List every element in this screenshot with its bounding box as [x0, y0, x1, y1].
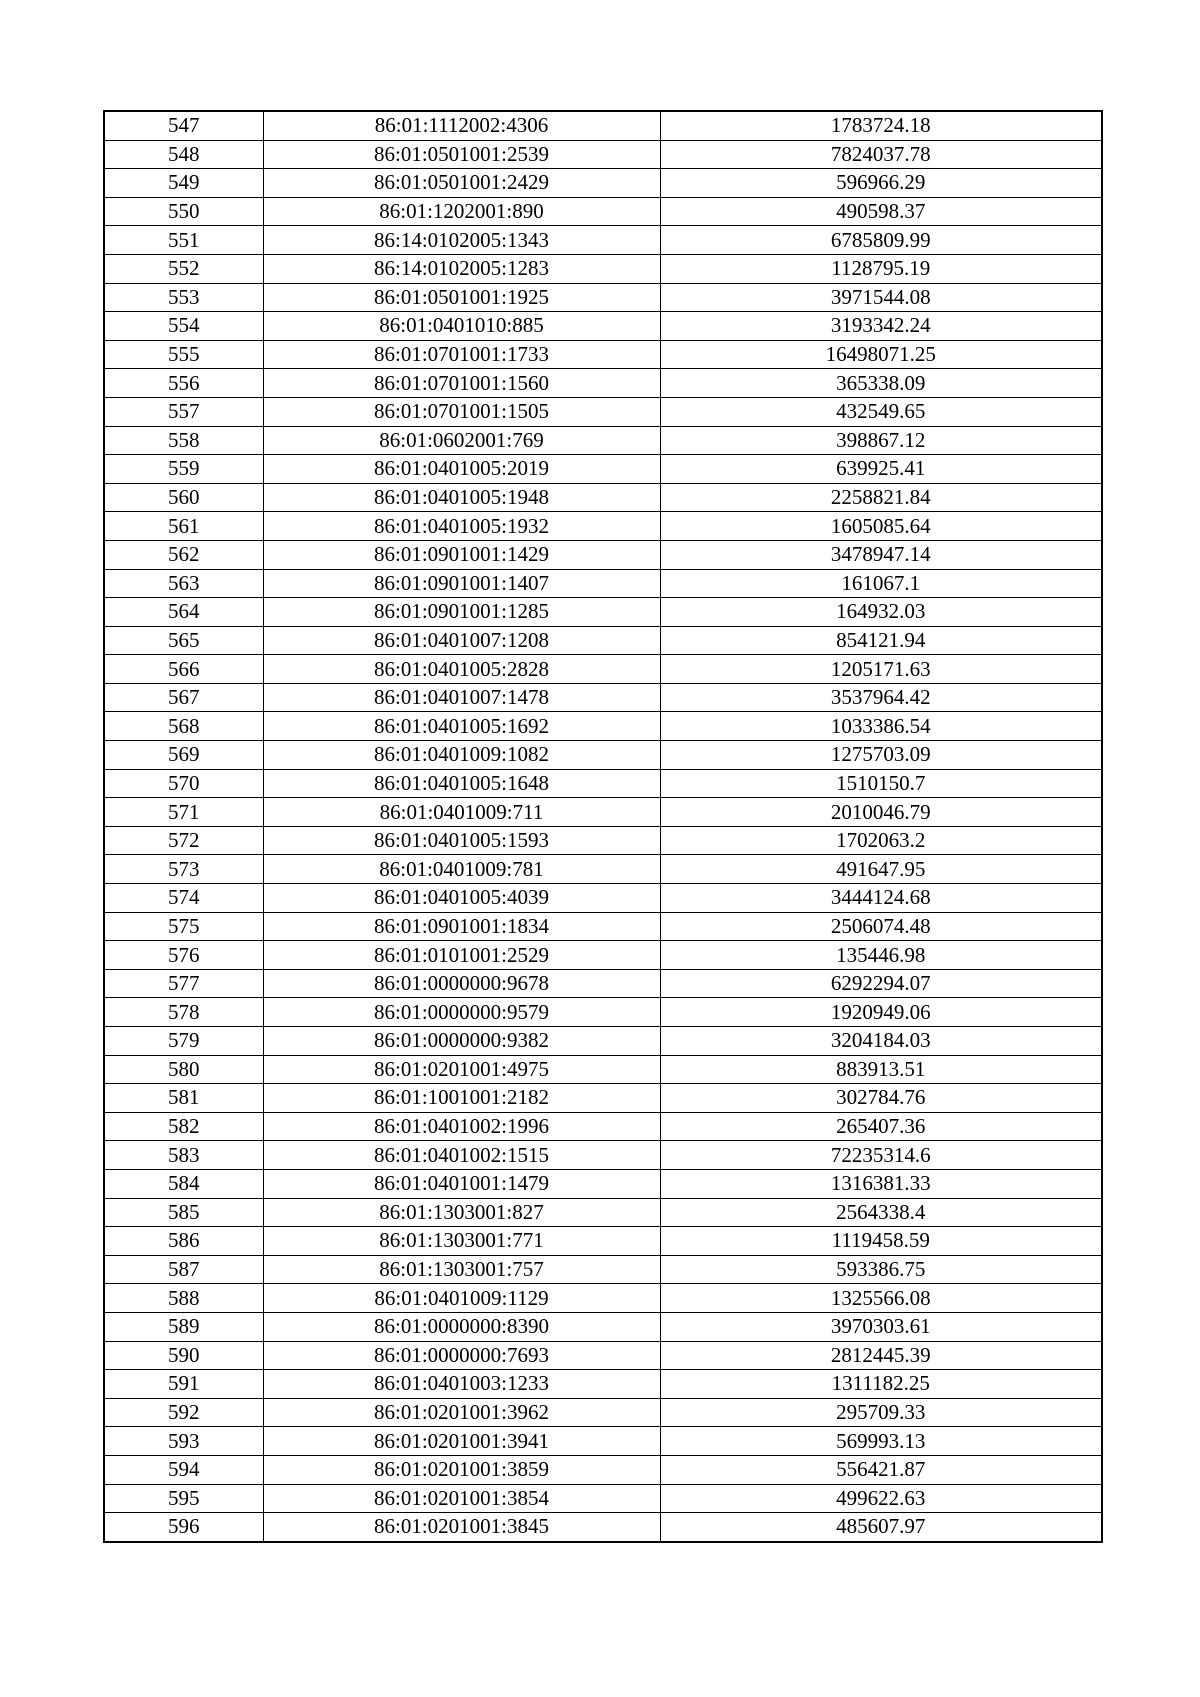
value-cell: 7824037.78	[660, 140, 1102, 169]
cadastral-number-cell: 86:01:1001001:2182	[263, 1084, 660, 1113]
cadastral-number-cell: 86:01:0501001:2539	[263, 140, 660, 169]
table-row	[104, 626, 1102, 655]
value-cell: 1275703.09	[660, 741, 1102, 770]
value-cell: 135446.98	[660, 941, 1102, 970]
row-number-cell: 581	[104, 1084, 263, 1113]
cadastral-number-cell: 86:01:0602001:769	[263, 426, 660, 455]
row-number-cell: 550	[104, 197, 263, 226]
row-number-cell: 557	[104, 397, 263, 426]
row-number-cell: 567	[104, 683, 263, 712]
table-row	[104, 655, 1102, 684]
table-row	[104, 369, 1102, 398]
table-row	[104, 912, 1102, 941]
row-number-cell: 577	[104, 969, 263, 998]
row-number-cell: 560	[104, 483, 263, 512]
cadastral-number-cell: 86:01:0401005:1593	[263, 826, 660, 855]
value-cell: 1311182.25	[660, 1370, 1102, 1399]
value-cell: 365338.09	[660, 369, 1102, 398]
row-number-cell: 570	[104, 769, 263, 798]
row-number-cell: 571	[104, 798, 263, 827]
value-cell: 3537964.42	[660, 683, 1102, 712]
value-cell: 3193342.24	[660, 312, 1102, 341]
row-number-cell: 572	[104, 826, 263, 855]
table-row	[104, 283, 1102, 312]
cadastral-number-cell: 86:01:0901001:1285	[263, 598, 660, 627]
row-number-cell: 564	[104, 598, 263, 627]
cadastral-number-cell: 86:01:0201001:3962	[263, 1398, 660, 1427]
table-row	[104, 1169, 1102, 1198]
row-number-cell: 566	[104, 655, 263, 684]
value-cell: 1702063.2	[660, 826, 1102, 855]
table-row	[104, 969, 1102, 998]
value-cell: 1033386.54	[660, 712, 1102, 741]
table-row	[104, 998, 1102, 1027]
table-body	[104, 111, 1102, 1542]
value-cell: 2258821.84	[660, 483, 1102, 512]
table-row	[104, 1513, 1102, 1542]
cadastral-number-cell: 86:01:0401009:1082	[263, 741, 660, 770]
row-number-cell: 593	[104, 1427, 263, 1456]
row-number-cell: 548	[104, 140, 263, 169]
cadastral-number-cell: 86:01:0101001:2529	[263, 941, 660, 970]
cadastral-number-cell: 86:01:1202001:890	[263, 197, 660, 226]
row-number-cell: 573	[104, 855, 263, 884]
row-number-cell: 569	[104, 741, 263, 770]
value-cell: 485607.97	[660, 1513, 1102, 1542]
row-number-cell: 580	[104, 1055, 263, 1084]
value-cell: 164932.03	[660, 598, 1102, 627]
cadastral-number-cell: 86:01:1303001:771	[263, 1227, 660, 1256]
row-number-cell: 554	[104, 312, 263, 341]
table-row	[104, 483, 1102, 512]
cadastral-number-cell: 86:01:0401009:711	[263, 798, 660, 827]
row-number-cell: 574	[104, 884, 263, 913]
value-cell: 161067.1	[660, 569, 1102, 598]
cadastral-number-cell: 86:01:0401007:1478	[263, 683, 660, 712]
cadastral-number-cell: 86:01:0401001:1479	[263, 1169, 660, 1198]
table-row	[104, 312, 1102, 341]
cadastral-number-cell: 86:01:1303001:757	[263, 1255, 660, 1284]
value-cell: 295709.33	[660, 1398, 1102, 1427]
row-number-cell: 565	[104, 626, 263, 655]
table-row	[104, 169, 1102, 198]
data-table	[103, 110, 1103, 1543]
value-cell: 3444124.68	[660, 884, 1102, 913]
table-row	[104, 1455, 1102, 1484]
table-row	[104, 1198, 1102, 1227]
row-number-cell: 584	[104, 1169, 263, 1198]
row-number-cell: 579	[104, 1027, 263, 1056]
table-row	[104, 340, 1102, 369]
table-row	[104, 512, 1102, 541]
cadastral-number-cell: 86:01:0401005:1948	[263, 483, 660, 512]
cadastral-number-cell: 86:01:0701001:1505	[263, 397, 660, 426]
table-row	[104, 1255, 1102, 1284]
table-row	[104, 712, 1102, 741]
table-row	[104, 1427, 1102, 1456]
cadastral-number-cell: 86:01:1303001:827	[263, 1198, 660, 1227]
row-number-cell: 582	[104, 1112, 263, 1141]
row-number-cell: 587	[104, 1255, 263, 1284]
value-cell: 593386.75	[660, 1255, 1102, 1284]
row-number-cell: 596	[104, 1513, 263, 1542]
value-cell: 1128795.19	[660, 254, 1102, 283]
table-row	[104, 798, 1102, 827]
table-row	[104, 111, 1102, 140]
value-cell: 3478947.14	[660, 540, 1102, 569]
cadastral-number-cell: 86:01:0000000:9579	[263, 998, 660, 1027]
row-number-cell: 591	[104, 1370, 263, 1399]
value-cell: 16498071.25	[660, 340, 1102, 369]
cadastral-number-cell: 86:01:0201001:3854	[263, 1484, 660, 1513]
cadastral-number-cell: 86:01:1112002:4306	[263, 111, 660, 140]
value-cell: 491647.95	[660, 855, 1102, 884]
row-number-cell: 594	[104, 1455, 263, 1484]
table-row	[104, 826, 1102, 855]
cadastral-number-cell: 86:14:0102005:1283	[263, 254, 660, 283]
value-cell: 490598.37	[660, 197, 1102, 226]
table-row	[104, 1112, 1102, 1141]
row-number-cell: 585	[104, 1198, 263, 1227]
row-number-cell: 558	[104, 426, 263, 455]
table-row	[104, 1141, 1102, 1170]
value-cell: 6292294.07	[660, 969, 1102, 998]
table-row	[104, 1370, 1102, 1399]
value-cell: 432549.65	[660, 397, 1102, 426]
value-cell: 569993.13	[660, 1427, 1102, 1456]
table-row	[104, 540, 1102, 569]
cadastral-number-cell: 86:01:0401005:1932	[263, 512, 660, 541]
table-row	[104, 426, 1102, 455]
table-row	[104, 884, 1102, 913]
value-cell: 265407.36	[660, 1112, 1102, 1141]
row-number-cell: 555	[104, 340, 263, 369]
cadastral-number-cell: 86:01:0401005:1648	[263, 769, 660, 798]
cadastral-number-cell: 86:01:0401005:2828	[263, 655, 660, 684]
cadastral-number-cell: 86:01:0401009:781	[263, 855, 660, 884]
cadastral-number-cell: 86:01:0401007:1208	[263, 626, 660, 655]
value-cell: 639925.41	[660, 455, 1102, 484]
table-row	[104, 1284, 1102, 1313]
cadastral-number-cell: 86:01:0701001:1733	[263, 340, 660, 369]
value-cell: 1119458.59	[660, 1227, 1102, 1256]
row-number-cell: 556	[104, 369, 263, 398]
table-row	[104, 683, 1102, 712]
value-cell: 2506074.48	[660, 912, 1102, 941]
value-cell: 1205171.63	[660, 655, 1102, 684]
cadastral-number-cell: 86:01:0901001:1429	[263, 540, 660, 569]
value-cell: 854121.94	[660, 626, 1102, 655]
table-row	[104, 254, 1102, 283]
value-cell: 1316381.33	[660, 1169, 1102, 1198]
table-row	[104, 1484, 1102, 1513]
cadastral-number-cell: 86:01:0000000:7693	[263, 1341, 660, 1370]
value-cell: 596966.29	[660, 169, 1102, 198]
row-number-cell: 595	[104, 1484, 263, 1513]
value-cell: 556421.87	[660, 1455, 1102, 1484]
table-row	[104, 1398, 1102, 1427]
cadastral-number-cell: 86:01:0501001:2429	[263, 169, 660, 198]
cadastral-number-cell: 86:01:0901001:1834	[263, 912, 660, 941]
table-row	[104, 1084, 1102, 1113]
cadastral-number-cell: 86:01:0201001:3859	[263, 1455, 660, 1484]
row-number-cell: 583	[104, 1141, 263, 1170]
row-number-cell: 562	[104, 540, 263, 569]
table-row	[104, 1227, 1102, 1256]
cadastral-number-cell: 86:01:0401010:885	[263, 312, 660, 341]
table-row	[104, 1027, 1102, 1056]
row-number-cell: 547	[104, 111, 263, 140]
value-cell: 499622.63	[660, 1484, 1102, 1513]
table-row	[104, 1341, 1102, 1370]
value-cell: 72235314.6	[660, 1141, 1102, 1170]
value-cell: 1510150.7	[660, 769, 1102, 798]
table-row	[104, 226, 1102, 255]
row-number-cell: 586	[104, 1227, 263, 1256]
cadastral-number-cell: 86:01:0000000:8390	[263, 1312, 660, 1341]
table-row	[104, 569, 1102, 598]
value-cell: 398867.12	[660, 426, 1102, 455]
table-row	[104, 598, 1102, 627]
table-row	[104, 941, 1102, 970]
cadastral-number-cell: 86:01:0501001:1925	[263, 283, 660, 312]
row-number-cell: 552	[104, 254, 263, 283]
row-number-cell: 590	[104, 1341, 263, 1370]
value-cell: 6785809.99	[660, 226, 1102, 255]
value-cell: 1920949.06	[660, 998, 1102, 1027]
value-cell: 3971544.08	[660, 283, 1102, 312]
cadastral-number-cell: 86:01:0901001:1407	[263, 569, 660, 598]
cadastral-number-cell: 86:01:0201001:3845	[263, 1513, 660, 1542]
row-number-cell: 589	[104, 1312, 263, 1341]
cadastral-number-cell: 86:01:0401009:1129	[263, 1284, 660, 1313]
value-cell: 1325566.08	[660, 1284, 1102, 1313]
cadastral-number-cell: 86:01:0701001:1560	[263, 369, 660, 398]
row-number-cell: 568	[104, 712, 263, 741]
cadastral-number-cell: 86:01:0401002:1996	[263, 1112, 660, 1141]
cadastral-number-cell: 86:14:0102005:1343	[263, 226, 660, 255]
row-number-cell: 578	[104, 998, 263, 1027]
cadastral-number-cell: 86:01:0401002:1515	[263, 1141, 660, 1170]
table-row	[104, 140, 1102, 169]
value-cell: 3970303.61	[660, 1312, 1102, 1341]
row-number-cell: 592	[104, 1398, 263, 1427]
row-number-cell: 588	[104, 1284, 263, 1313]
cadastral-number-cell: 86:01:0401005:4039	[263, 884, 660, 913]
table-row	[104, 1055, 1102, 1084]
value-cell: 2010046.79	[660, 798, 1102, 827]
row-number-cell: 551	[104, 226, 263, 255]
row-number-cell: 576	[104, 941, 263, 970]
value-cell: 1605085.64	[660, 512, 1102, 541]
row-number-cell: 563	[104, 569, 263, 598]
cadastral-number-cell: 86:01:0000000:9678	[263, 969, 660, 998]
cadastral-number-cell: 86:01:0401005:2019	[263, 455, 660, 484]
cadastral-number-cell: 86:01:0401003:1233	[263, 1370, 660, 1399]
row-number-cell: 559	[104, 455, 263, 484]
value-cell: 1783724.18	[660, 111, 1102, 140]
table-row	[104, 855, 1102, 884]
value-cell: 302784.76	[660, 1084, 1102, 1113]
table-row	[104, 741, 1102, 770]
row-number-cell: 575	[104, 912, 263, 941]
row-number-cell: 561	[104, 512, 263, 541]
value-cell: 2564338.4	[660, 1198, 1102, 1227]
table-row	[104, 1312, 1102, 1341]
table-row	[104, 455, 1102, 484]
value-cell: 3204184.03	[660, 1027, 1102, 1056]
row-number-cell: 553	[104, 283, 263, 312]
cadastral-number-cell: 86:01:0401005:1692	[263, 712, 660, 741]
table-row	[104, 197, 1102, 226]
value-cell: 883913.51	[660, 1055, 1102, 1084]
cadastral-number-cell: 86:01:0000000:9382	[263, 1027, 660, 1056]
table-row	[104, 769, 1102, 798]
table-row	[104, 397, 1102, 426]
cadastral-number-cell: 86:01:0201001:4975	[263, 1055, 660, 1084]
row-number-cell: 549	[104, 169, 263, 198]
value-cell: 2812445.39	[660, 1341, 1102, 1370]
cadastral-number-cell: 86:01:0201001:3941	[263, 1427, 660, 1456]
